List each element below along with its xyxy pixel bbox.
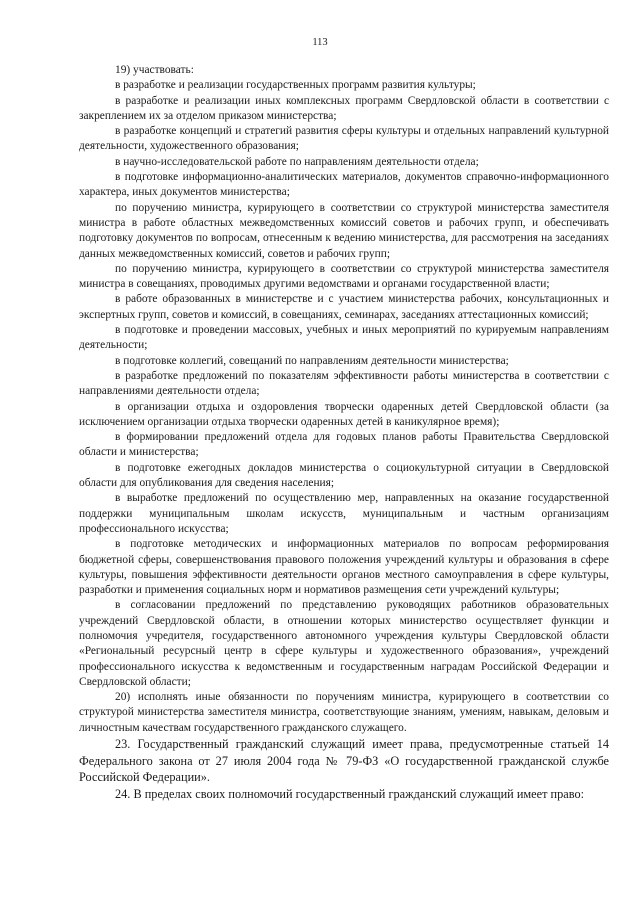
paragraph: в подготовке ежегодных докладов министерства о социокультурной ситуации в Свердловской области для опубликования для сведения населения;	[79, 461, 609, 490]
paragraph: в разработке и реализации иных комплексных программ Свердловской области в соответствии с закреплением их за отделом приказом министерства;	[79, 94, 609, 122]
paragraph: в научно-исследовательской работе по направлениям деятельности отдела;	[115, 155, 479, 168]
paragraph: в подготовке коллегий, совещаний по направлениям деятельности министерства;	[115, 354, 509, 367]
paragraph: в выработке предложений по осуществлению мер, направленных на оказание государственной поддержки муниципальным школам искусств, муниципальным и частным организациям профессионального искусства;	[79, 492, 609, 535]
paragraph: в подготовке методических и информационных материалов по вопросам реформирования бюджетной сферы, совершенствования правового положения учреждений культуры и образования в сфере культуры, повышения эффективности деятельности органов местного самоуправления в сфере культуры, разработки и применения социальных норм и нормативов размещения сети учреждений культуры;	[79, 538, 609, 597]
paragraph: в разработке предложений по показателям эффективности работы министерства в соответствии с направлениями деятельности отдела;	[79, 369, 609, 398]
paragraph: в формировании предложений отдела для годовых планов работы Правительства Свердловской области и министерства;	[79, 431, 609, 459]
paragraph: по поручению министра, курирующего в соответствии со структурой министерства заместителя министра в совещаниях, проводимых другими ведомствами и органами государственной власти;	[79, 262, 609, 291]
paragraph: 24. В пределах своих полномочий государственный гражданский служащий имеет право:	[115, 786, 585, 801]
paragraph: 20) исполнять иные обязанности по поручениям министра, курирующего в соответствии со структурой министерства заместителя министра, соответствующие знаниям, умениям, навыкам, деловым и личностным качествам государственного гражданского служащего.	[79, 691, 609, 734]
paragraph: в подготовке информационно-аналитических материалов, документов справочно-информационного характера, иных документов министерства;	[79, 171, 609, 199]
paragraph: в организации отдыха и оздоровления творчески одаренных детей Свердловской области (за исключением организации отдыха творчески одаренных детей в каникулярное время);	[79, 400, 609, 428]
paragraph: в работе образованных в министерстве и с участием министерства рабочих, консультационных и экспертных групп, советов и комиссий, в совещаниях, семинарах, заседаниях аттестационных комиссий;	[79, 293, 609, 321]
paragraph: в разработке концепций и стратегий развития сферы культуры и отдельных направлений культурной деятельности, художественного образования;	[79, 125, 609, 153]
paragraph: 19) участвовать:	[115, 64, 194, 76]
paragraph: 23. Государственный гражданский служащий имеет права, предусмотренные статьей 14 Федерального закона от 27 июля 2004 года № 79-ФЗ «О государственной гражданской службе Российской Федерации».	[79, 737, 609, 785]
paragraph: по поручению министра, курирующего в соответствии со структурой министерства заместителя министра в работе областных межведомственных комиссий советов и рабочих групп, и обеспечивать подготовку документов по вопросам, отнесенным к ведению министерства, для рассмотрения на заседаниях данных межведомственных комиссий, советов и рабочих групп;	[79, 201, 609, 260]
paragraph: в согласовании предложений по представлению руководящих работников образовательных учреждений Свердловской области, в отношении которых министерство осуществляет функции и полномочия учредителя, государственного автономного учреждения культуры Свердловской области «Региональный ресурсный центр в сфере культуры и художественного образования», учреждений профессионального искусства к ведомственным и государственным наградам Российской Федерации и Свердловской области;	[79, 599, 609, 688]
paragraph: в подготовке и проведении массовых, учебных и иных мероприятий по курируемым направлениям деятельности;	[79, 324, 609, 352]
document-body	[79, 63, 609, 802]
paragraph: в разработке и реализации государственных программ развития культуры;	[115, 79, 476, 92]
page-number: 113	[312, 37, 328, 48]
